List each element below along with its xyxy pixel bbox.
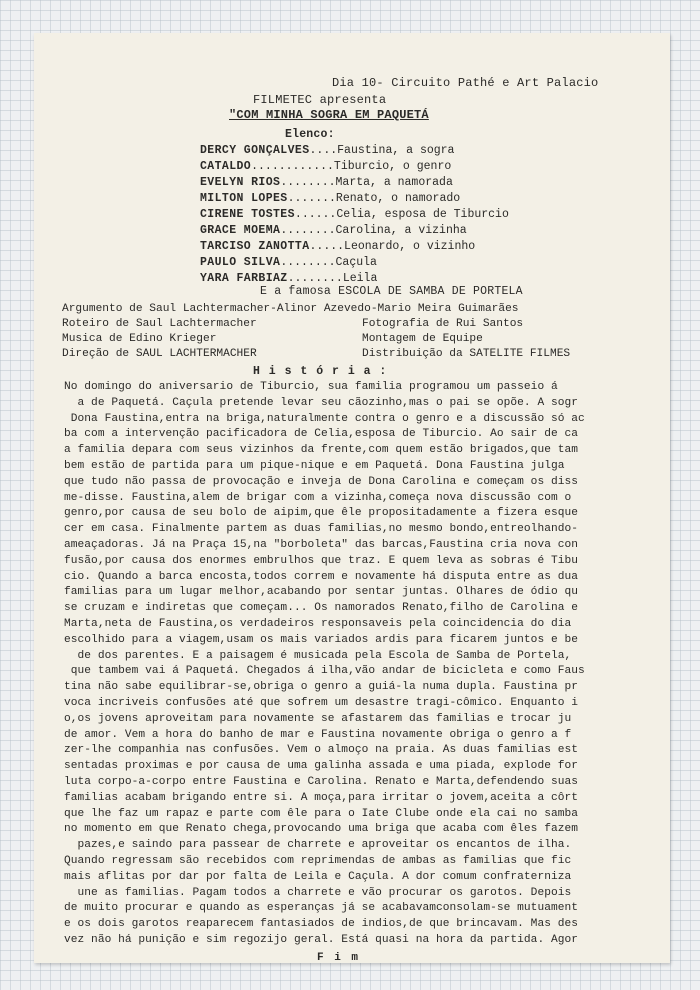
cast-heading: Elenco:	[285, 128, 335, 141]
story-text	[64, 380, 664, 949]
cast-row	[200, 240, 475, 254]
story-line: genro,por causa de seu bolo de aipim,que êle propositadamente a fizera esque	[64, 507, 579, 520]
credit-direction: Direção de SAUL LACHTERMACHER	[62, 348, 257, 360]
story-line: bem estão de partida para um pique-nique e em Paquetá. Dona Faustina julga	[64, 459, 565, 472]
cast-actor: YARA FARBIAZ	[200, 272, 288, 285]
story-line: luta corpo-a-corpo entre Faustina e Carolina. Renato e Marta,defendendo suas	[64, 775, 579, 788]
cast-actor: PAULO SILVA	[200, 256, 281, 269]
story-line: cio. Quando a barca encosta,todos correm e novamente há disputa entre as dua	[64, 570, 579, 583]
story-line: Quando regressam são recebidos com reprimendas de ambas as familias que fic	[64, 854, 572, 867]
story-line: se cruzam e indiretas que começam... Os namorados Renato,filho de Carolina e	[64, 602, 579, 615]
cast-role: ......Celia, esposa de Tiburcio	[294, 208, 509, 221]
cast-actor: CIRENE TOSTES	[200, 208, 295, 221]
cast-role: ....Faustina, a sogra	[309, 144, 455, 157]
story-line: voca incriveis confusões até que sofrem um desastre tragi-cômico. Enquanto i	[64, 696, 579, 709]
cast-row	[200, 160, 451, 174]
story-line: no momento em que Renato chega,provocando uma briga que acaba com êles fazem	[64, 823, 579, 836]
story-line: me-disse. Faustina,alem de brigar com a vizinha,começa nova discussão com o	[64, 491, 572, 504]
story-line: ba com a intervenção pacificadora de Celia,esposa de Tiburcio. Ao sair de ca	[64, 428, 579, 441]
story-line: vez não há punição e sim regozijo geral. Está quasi na hora da partida. Agor	[64, 933, 579, 946]
credit-photography: Fotografia de Rui Santos	[362, 318, 524, 330]
cast-actor: TARCISO ZANOTTA	[200, 240, 310, 253]
cast-row	[200, 192, 460, 206]
cast-role: ........Carolina, a vizinha	[280, 224, 467, 237]
cast-role: ........Marta, a namorada	[280, 176, 453, 189]
cast-row	[200, 272, 377, 286]
credit-argument: Argumento de Saul Lachtermacher-Alinor Azevedo-Mario Meira Guimarães	[62, 303, 519, 315]
credit-music: Musica de Edino Krieger	[62, 333, 217, 345]
presenter-line: FILMETEC apresenta	[253, 93, 387, 107]
story-line: ameaçadoras. Já na Praça 15,na "borboleta" das barcas,Faustina cria nova con	[64, 538, 579, 551]
story-line: familias acabam brigando entre si. A moça,para irritar o jovem,aceita a côrt	[64, 791, 579, 804]
story-line: familias para um lugar melhor,acabando por sentar juntas. Olhares de ódio qu	[64, 586, 579, 599]
cast-row	[200, 256, 377, 270]
credit-distribution: Distribuição da SATELITE FILMES	[362, 348, 571, 360]
story-line: tina não sabe equilibrar-se,obriga o genro a guiá-la numa dupla. Faustina pr	[64, 681, 579, 694]
story-line: e os dois garotos reaparecem fantasiados de indios,de que brincavam. Mas des	[64, 918, 579, 931]
cast-actor: DERCY GONÇALVES	[200, 144, 310, 157]
cast-row	[200, 144, 454, 158]
story-line: zer-lhe companhia nas confusões. Vem o almoço na praia. As duas familias est	[64, 744, 579, 757]
story-line: a de Paquetá. Caçula pretende levar seu cãozinho,mas o pai se opõe. A sogr	[64, 396, 579, 409]
the-end: F i m	[317, 952, 361, 963]
film-title: "COM MINHA SOGRA EM PAQUETÁ	[229, 108, 429, 122]
cast-role: ........Caçula	[280, 256, 377, 269]
story-line: Dona Faustina,entra na briga,naturalmente contra o genro e a discussão só ac	[64, 412, 585, 425]
story-line: escolhido para a viagem,usam os mais variados ardis para ficarem juntos e be	[64, 633, 579, 646]
cast-row	[200, 208, 509, 222]
schedule-line: Dia 10- Circuito Pathé e Art Palacio	[332, 76, 599, 90]
story-line: fusão,por causa dos enormes embrulhos que traz. E quem leva as sobras é Tibu	[64, 554, 579, 567]
credit-script: Roteiro de Saul Lachtermacher	[62, 318, 257, 330]
typed-sheet	[34, 33, 670, 963]
story-line: de amor. Vem a hora do banho de mar e Faustina novamente obriga o genro a f	[64, 728, 572, 741]
cast-actor: CATALDO	[200, 160, 252, 173]
cast-role: ............Tiburcio, o genro	[251, 160, 452, 173]
story-line: pazes,e saindo para passear de charrete e aproveitar os encantos de ilha.	[64, 839, 572, 852]
cast-row	[200, 224, 467, 238]
story-line: que tudo não passa de provocação e inveja de Dona Carolina e começam os diss	[64, 475, 579, 488]
cast-row	[200, 176, 453, 190]
story-heading: H i s t ó r i a :	[253, 365, 388, 378]
story-line: que tambem vai á Paquetá. Chegados á ilha,vão andar de bicicleta e como Faus	[64, 665, 585, 678]
credit-editing: Montagem de Equipe	[362, 333, 483, 345]
cast-role: .......Renato, o namorado	[287, 192, 461, 205]
story-line: de muito procurar e quando as esperanças já se acabavamconsolam-se mutuament	[64, 902, 579, 915]
story-line: de dos parentes. E a paisagem é musicada pela Escola de Samba de Portela,	[64, 649, 572, 662]
story-line: No domingo do aniversario de Tiburcio, sua familia programou um passeio á	[64, 381, 558, 393]
cast-actor: GRACE MOEMA	[200, 224, 281, 237]
story-line: Marta,neta de Faustina,os verdadeiros responsaveis pela coincidencia do dia	[64, 617, 572, 630]
samba-school-line: E a famosa ESCOLA DE SAMBA DE PORTELA	[260, 285, 523, 298]
story-line: o,os jovens aproveitam para novamente se afastarem das familias e trocar ju	[64, 712, 572, 725]
story-line: a familia depara com seus vizinhos da frente,com quem estão brigados,que tam	[64, 444, 579, 457]
cast-role: ........Leila	[287, 272, 378, 285]
story-line: sentadas proximas e por causa de uma galinha assada e uma piada, explode for	[64, 760, 579, 773]
story-line: que lhe faz um rapaz e parte com êle para o Iate Clube onde ela cai no samba	[64, 807, 579, 820]
cast-role: .....Leonardo, o vizinho	[309, 240, 476, 253]
story-line: cer em casa. Finalmente partem as duas familias,no mesmo bondo,entreolhando-	[64, 523, 579, 536]
story-line: une as familias. Pagam todos a charrete e vão procurar os garotos. Depois	[64, 886, 572, 899]
cast-actor: MILTON LOPES	[200, 192, 288, 205]
story-line: mais aflitas por dar por falta de Leila e Caçula. A dor comum confraterniza	[64, 870, 572, 883]
cast-actor: EVELYN RIOS	[200, 176, 281, 189]
